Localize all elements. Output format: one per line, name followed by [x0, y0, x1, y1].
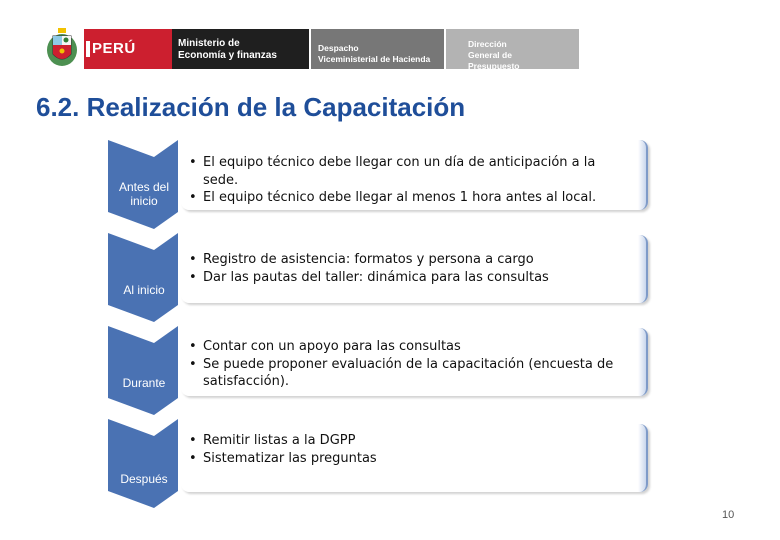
stage-label-during-line-1: Durante: [122, 376, 166, 390]
stage-label-before-line-2: inicio: [130, 194, 158, 208]
box-edge: [638, 328, 648, 396]
chevron-at-start: [108, 233, 178, 322]
ministry-line-2: Economía y finanzas: [178, 50, 277, 61]
directorate-line-1: Dirección General de: [468, 39, 512, 60]
directorate-line-2: Presupuesto Público: [468, 61, 520, 82]
bullet-item: • El equipo técnico debe llegar con un día de anticipación a la sede.: [189, 154, 629, 189]
stage-box-during: [181, 328, 648, 396]
page-number: 10: [722, 509, 735, 521]
chevron-during: [108, 326, 178, 415]
stage-label-after-line-1: Después: [120, 472, 168, 486]
bullet-item: • Registro de asistencia: formatos y persona a cargo: [189, 251, 629, 269]
box-edge: [638, 424, 648, 492]
stage-box-start: [181, 235, 648, 303]
bullet-item: • El equipo técnico debe llegar al menos 1 hora antes al local.: [189, 189, 629, 207]
slide-title: 6.2. Realización de la Capacitación: [36, 92, 466, 122]
office-line-1: Despacho: [318, 43, 359, 53]
bullet-list-before: [189, 154, 629, 207]
bullet-list-after: [189, 432, 629, 467]
box-edge: [638, 140, 648, 210]
stage-box-before: [181, 140, 648, 210]
stage-label-before-line-1: Antes del: [118, 180, 170, 194]
chevron-after: [108, 419, 178, 508]
stage-label-before: [112, 180, 176, 208]
bullet-list-during: [189, 338, 629, 391]
bullet-item: • Sistematizar las preguntas: [189, 450, 629, 468]
bullet-list-start: [189, 251, 629, 286]
country-label: PERÚ: [92, 40, 136, 57]
stage-label-start-line-1: Al inicio: [123, 283, 165, 297]
ministry-line-1: Ministerio de: [178, 38, 240, 49]
stage-label-during: [112, 376, 176, 390]
bullet-item: • Contar con un apoyo para las consultas: [189, 338, 629, 356]
bullet-item: • Dar las pautas del taller: dinámica para las consultas: [189, 269, 629, 287]
office-line-2: Viceministerial de Hacienda: [318, 54, 431, 64]
bullet-item: • Se puede proponer evaluación de la capacitación (encuesta de satisfacción).: [189, 356, 629, 391]
stage-label-after: [112, 472, 176, 486]
box-edge: [638, 235, 648, 303]
stage-label-start: [112, 283, 176, 297]
stage-box-after: [181, 424, 648, 492]
bullet-item: • Remitir listas a la DGPP: [189, 432, 629, 450]
